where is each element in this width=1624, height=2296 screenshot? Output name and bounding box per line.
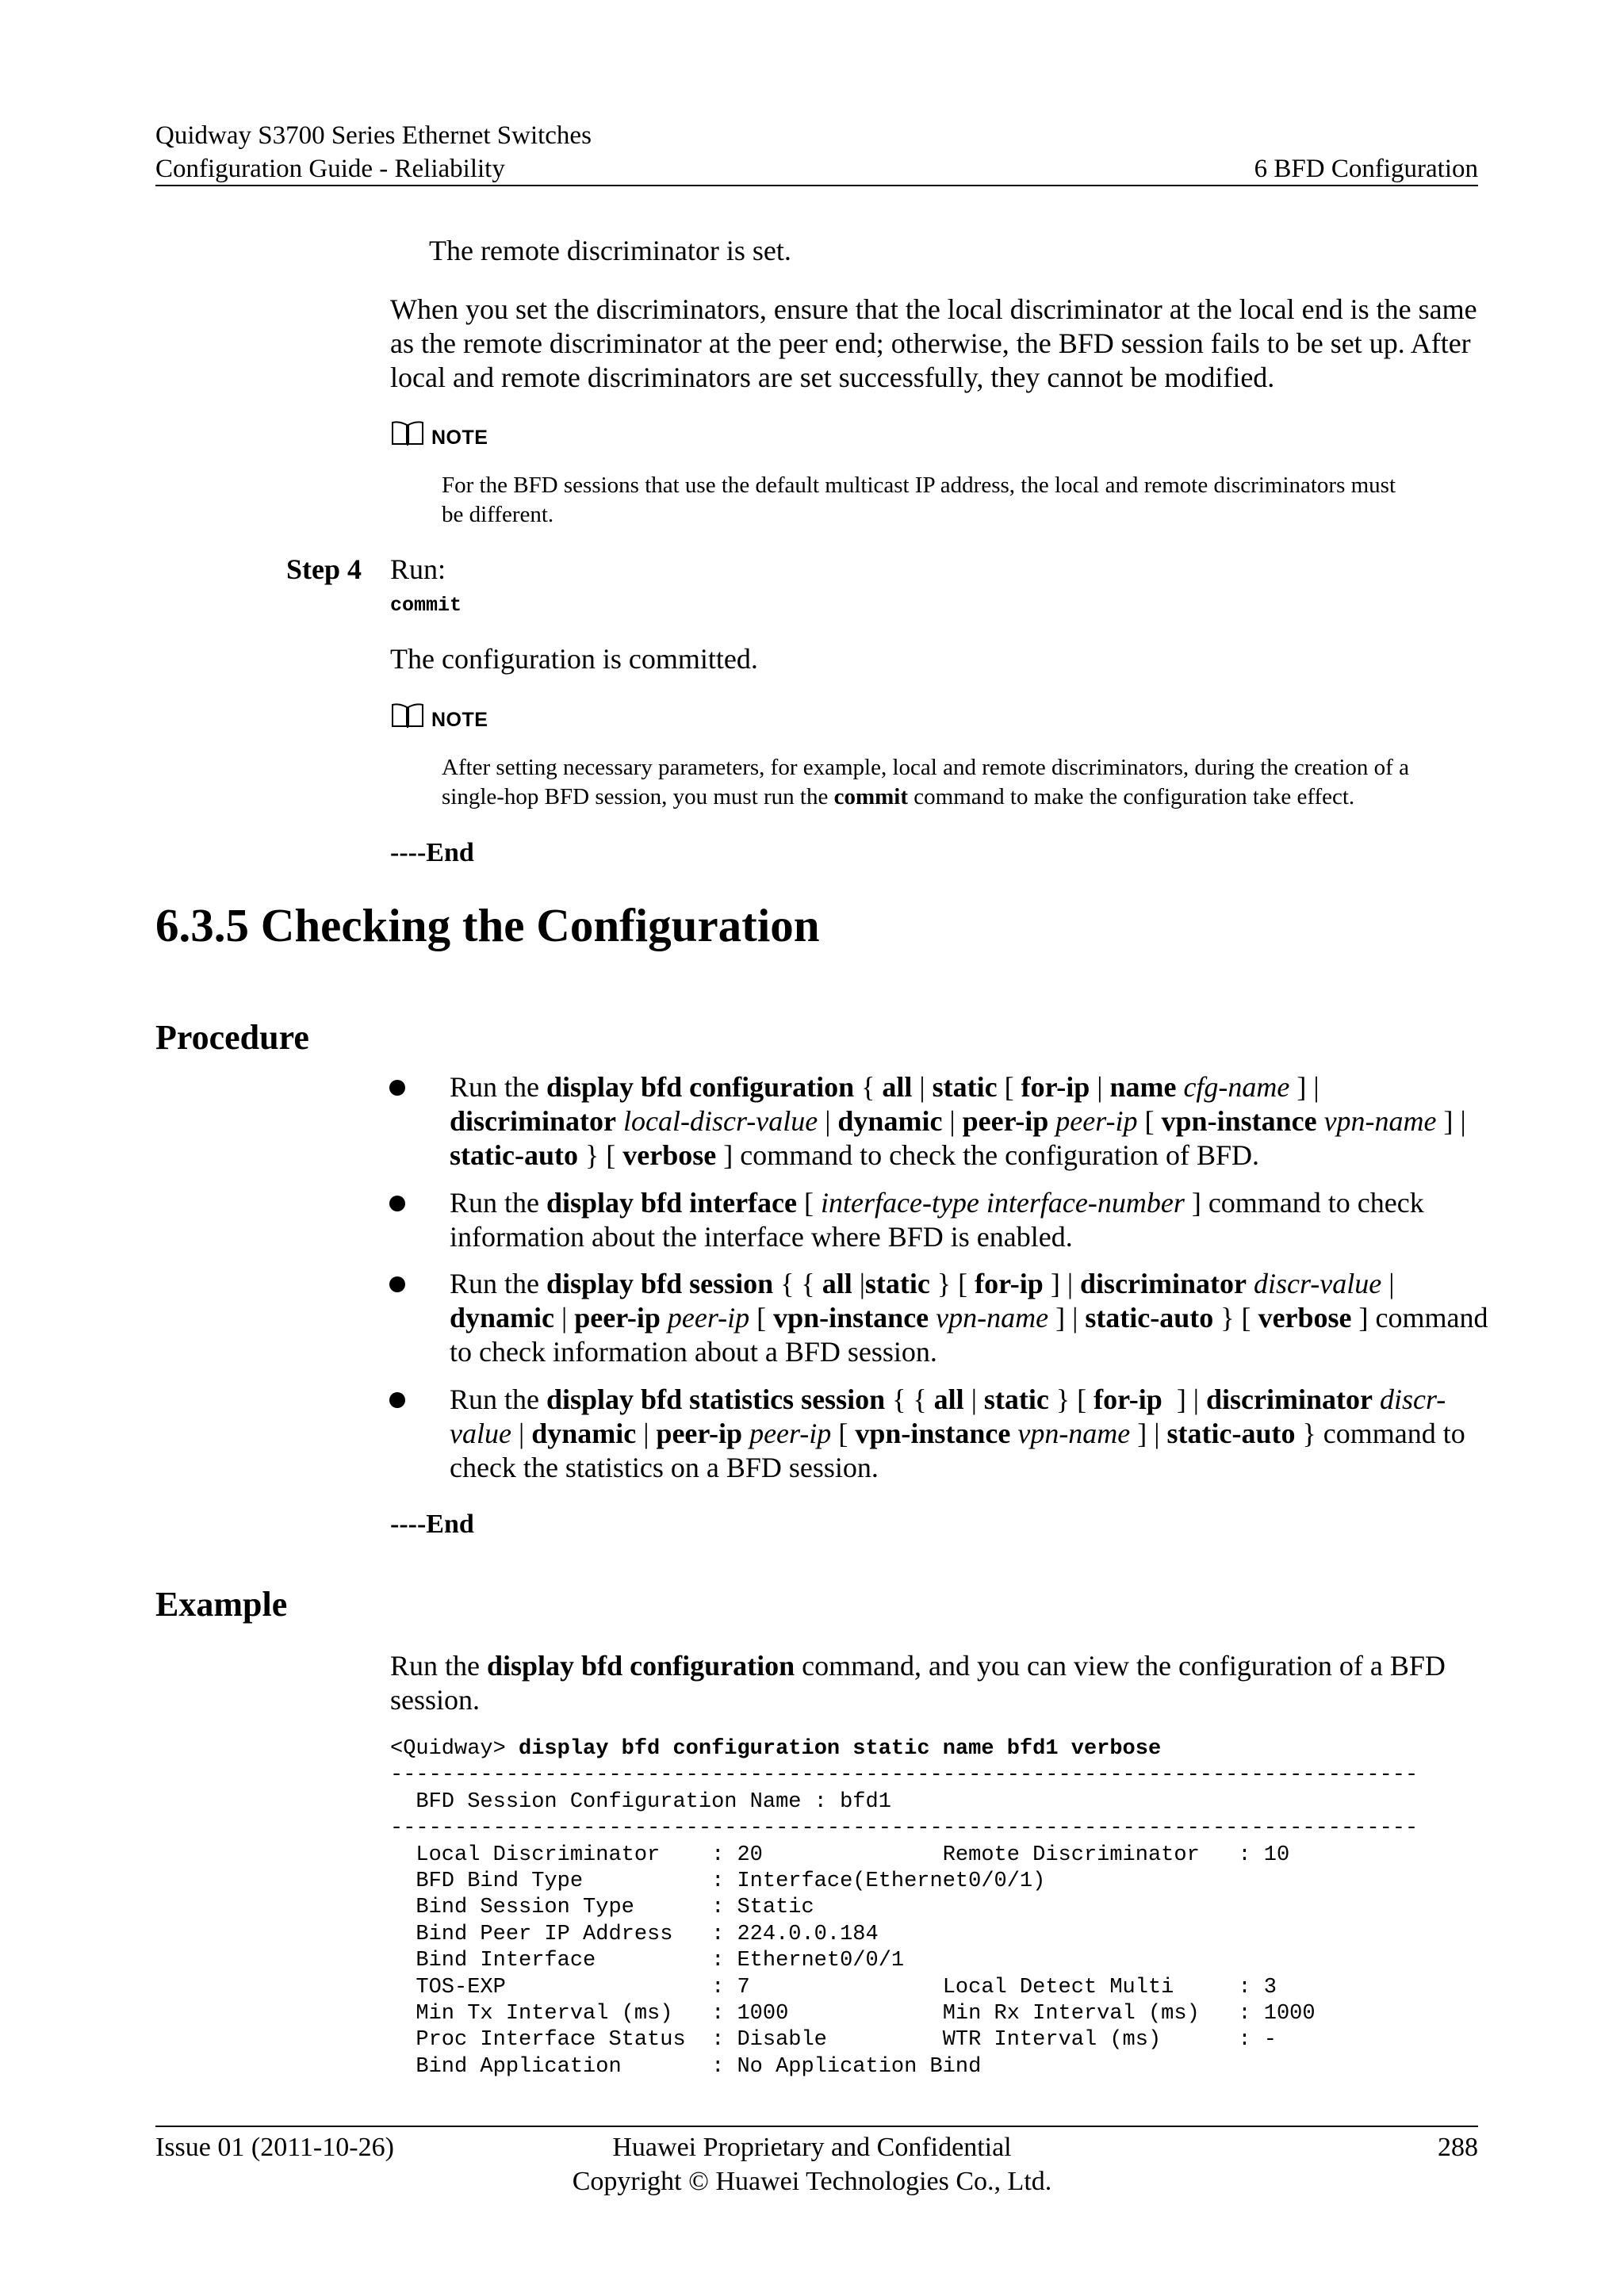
text-segment: display bfd configuration [487,1650,795,1682]
code-command-line: <Quidway> display bfd configuration static name bfd1 verbose [390,1737,1162,1761]
text-segment: static [983,1383,1049,1415]
text-segment: all [822,1268,852,1299]
text-segment: | [942,1105,963,1137]
bullet-dot [389,1392,405,1408]
text-segment: ] | [1289,1071,1320,1103]
text-segment: discriminator [450,1105,616,1137]
text-segment: peer-ip [667,1302,750,1334]
text-segment [661,1302,668,1334]
code-row: BFD Bind Type : Interface(Ethernet0/0/1) [390,1869,1046,1894]
text-segment: ] | [1130,1418,1167,1449]
bullet2-line2 [450,1220,1073,1254]
text-segment: peer-ip [574,1302,661,1334]
text-segment: ] command to check the configuration of BFD. [716,1139,1260,1171]
example-intro-line1 [390,1649,1446,1683]
text-segment: verbose [1258,1302,1352,1334]
text-segment: check the statistics on a BFD session. [450,1452,879,1483]
text-segment: | [818,1105,838,1137]
text-segment: | [1381,1268,1395,1299]
text-segment: dynamic [531,1418,637,1449]
text-segment: ] | [1162,1383,1207,1415]
text-segment: Run the [450,1187,546,1219]
text-segment [1048,1105,1055,1137]
bullet4-line1 [450,1383,1446,1417]
bullet-dot [389,1196,405,1211]
text-segment: ] | [1043,1268,1081,1299]
note-label: NOTE [431,709,488,731]
example-intro-line2: session. [390,1684,481,1716]
text-segment: dynamic [837,1105,943,1137]
text-segment: display bfd statistics session [546,1383,886,1415]
text-segment [616,1105,623,1137]
note-book-icon [390,701,425,729]
bullet4-line3 [450,1451,879,1485]
section-title: 6.3.5 Checking the Configuration [155,899,820,951]
text-segment: all [933,1383,964,1415]
text-segment: dynamic [450,1302,555,1334]
footer-confidential: Huawei Proprietary and Confidential [612,2133,1012,2162]
header-rule [155,185,1478,186]
note2-line2: single-hop BFD session, you must run the commit command to make the configuration take effect. [442,784,1355,809]
note-label: NOTE [431,427,488,449]
bullet-dot [389,1080,405,1096]
bullet1-line3 [450,1138,1259,1173]
text-segment: static-auto [450,1139,578,1171]
text-segment: vpn-instance [773,1302,929,1334]
text-segment: [ [749,1302,774,1334]
header-guide: Configuration Guide - Reliability [155,155,505,183]
text-segment: | [963,1383,984,1415]
text-segment: [ [997,1071,1021,1103]
footer-page-number: 288 [1438,2133,1478,2162]
text-segment: Run the [450,1071,546,1103]
text-segment: interface-type interface-number [821,1187,1185,1219]
step-command: commit [390,594,462,617]
text-segment: Run the [450,1383,546,1415]
text-segment: { { [773,1268,822,1299]
note1-line2: be different. [442,502,554,527]
text-segment: display bfd configuration [546,1071,855,1103]
step-label: Step 4 [286,553,362,585]
header-product: Quidway S3700 Series Ethernet Switches [155,121,592,150]
text-segment: static-auto [1166,1418,1296,1449]
text-segment [929,1302,936,1334]
text-segment: | [511,1418,532,1449]
text-segment: static [864,1268,930,1299]
code-session-name: BFD Session Configuration Name : bfd1 [390,1789,891,1814]
text-segment: Run the [450,1268,546,1299]
text-segment: | [852,1268,865,1299]
footer-copyright: Copyright © Huawei Technologies Co., Ltd. [572,2167,1052,2196]
text-segment: { [854,1071,883,1103]
text-segment: ] command [1351,1302,1488,1334]
text-segment: local-discr-value [622,1105,818,1137]
text-segment: for-ip [1021,1071,1090,1103]
text-segment: discriminator [1206,1383,1373,1415]
text-segment: display bfd session [546,1268,774,1299]
text-segment: | [636,1418,657,1449]
procedure-end-marker: ----End [390,1510,474,1539]
text-segment: Run the [390,1650,487,1682]
text-segment: vpn-name [1017,1418,1131,1449]
step-run-text: Run: [390,553,446,585]
text-segment: name [1109,1071,1177,1103]
text-segment: ] | [1048,1302,1086,1334]
text-segment: verbose [622,1139,717,1171]
text-segment: cfg-name [1183,1071,1290,1103]
discriminator-para-line2: as the remote discriminator at the peer end; otherwise, the BFD session fails to be set up. After [390,327,1471,359]
code-row: Bind Peer IP Address : 224.0.0.184 [390,1922,879,1946]
footer-rule [155,2126,1478,2127]
text-segment: peer-ip [962,1105,1049,1137]
text-segment: } [ [929,1268,975,1299]
text-segment: value [450,1418,511,1449]
bullet1-line2 [450,1104,1466,1138]
remote-set-text: The remote discriminator is set. [429,235,791,266]
bullet-dot [389,1276,405,1292]
text-segment: all [882,1071,913,1103]
text-segment [1010,1418,1017,1449]
text-segment: [ [797,1187,822,1219]
text-segment: | [554,1302,575,1334]
text-segment [742,1418,749,1449]
text-segment [1247,1268,1254,1299]
bullet1-line1 [450,1070,1320,1104]
header-chapter: 6 BFD Configuration [1254,155,1478,183]
text-segment: } command to [1295,1418,1465,1449]
note2-line1: After setting necessary parameters, for example, local and remote discriminators, during the creation of a [442,755,1409,780]
text-segment [1317,1105,1324,1137]
text-segment: command, and you can view the configuration of a BFD [795,1650,1446,1682]
text-segment: peer-ip [749,1418,832,1449]
text-segment: [ [831,1418,856,1449]
code-separator: -------------------------------------------------------------------------------- [390,1763,1419,1788]
step-result: The configuration is committed. [390,643,758,675]
text-segment: vpn-instance [855,1418,1011,1449]
text-segment: peer-ip [656,1418,743,1449]
bullet3-line3 [450,1335,937,1369]
bullet3-line2 [450,1301,1488,1335]
text-segment: [ [1137,1105,1162,1137]
text-segment: information about the interface where BFD is enabled. [450,1221,1073,1253]
text-segment: peer-ip [1055,1105,1138,1137]
text-segment: ] | [1436,1105,1466,1137]
footer-issue: Issue 01 (2011-10-26) [155,2133,394,2162]
text-segment: vpn-instance [1161,1105,1317,1137]
code-row: TOS-EXP : 7 Local Detect Multi : 3 [390,1975,1277,1999]
code-row: Proc Interface Status : Disable WTR Interval (ms) : - [390,2028,1277,2053]
code-row: Bind Application : No Application Bind [390,2054,982,2079]
text-segment: } [ [1048,1383,1094,1415]
text-segment: { { [885,1383,934,1415]
procedure-heading: Procedure [155,1018,309,1057]
text-segment: | [1090,1071,1110,1103]
text-segment: | [912,1071,933,1103]
bullet3-line1 [450,1267,1394,1301]
example-heading: Example [155,1585,288,1624]
discriminator-para-line3: local and remote discriminators are set successfully, they cannot be modified. [390,362,1275,393]
code-separator: -------------------------------------------------------------------------------- [390,1816,1419,1841]
code-row: Bind Interface : Ethernet0/0/1 [390,1949,905,1973]
text-segment: ] command to check [1184,1187,1424,1219]
bullet2-line1 [450,1186,1424,1220]
discriminator-para-line1: When you set the discriminators, ensure that the local discriminator at the local end is the same [390,293,1477,325]
text-segment: discr- [1380,1383,1446,1415]
text-segment: static-auto [1085,1302,1214,1334]
text-segment: to check information about a BFD session. [450,1336,937,1368]
code-block [390,1736,1418,2080]
text-segment: display bfd interface [546,1187,798,1219]
text-segment: vpn-name [936,1302,1049,1334]
text-segment: static [932,1071,998,1103]
text-segment: discr-value [1254,1268,1382,1299]
step-end-marker: ----End [390,838,474,867]
bullet4-line2 [450,1417,1465,1451]
text-segment: discriminator [1080,1268,1247,1299]
note-book-icon [390,419,425,447]
code-row: Local Discriminator : 20 Remote Discriminator : 10 [390,1843,1290,1867]
code-row: Min Tx Interval (ms) : 1000 Min Rx Interval (ms) : 1000 [390,2002,1316,2026]
text-segment [1373,1383,1380,1415]
text-segment: vpn-name [1323,1105,1437,1137]
text-segment: } [ [577,1139,623,1171]
note1-line1: For the BFD sessions that use the default multicast IP address, the local and remote discriminators must [442,473,1396,498]
code-row: Bind Session Type : Static [390,1896,814,1920]
text-segment: for-ip [1094,1383,1162,1415]
text-segment: for-ip [975,1268,1044,1299]
text-segment: } [ [1213,1302,1258,1334]
